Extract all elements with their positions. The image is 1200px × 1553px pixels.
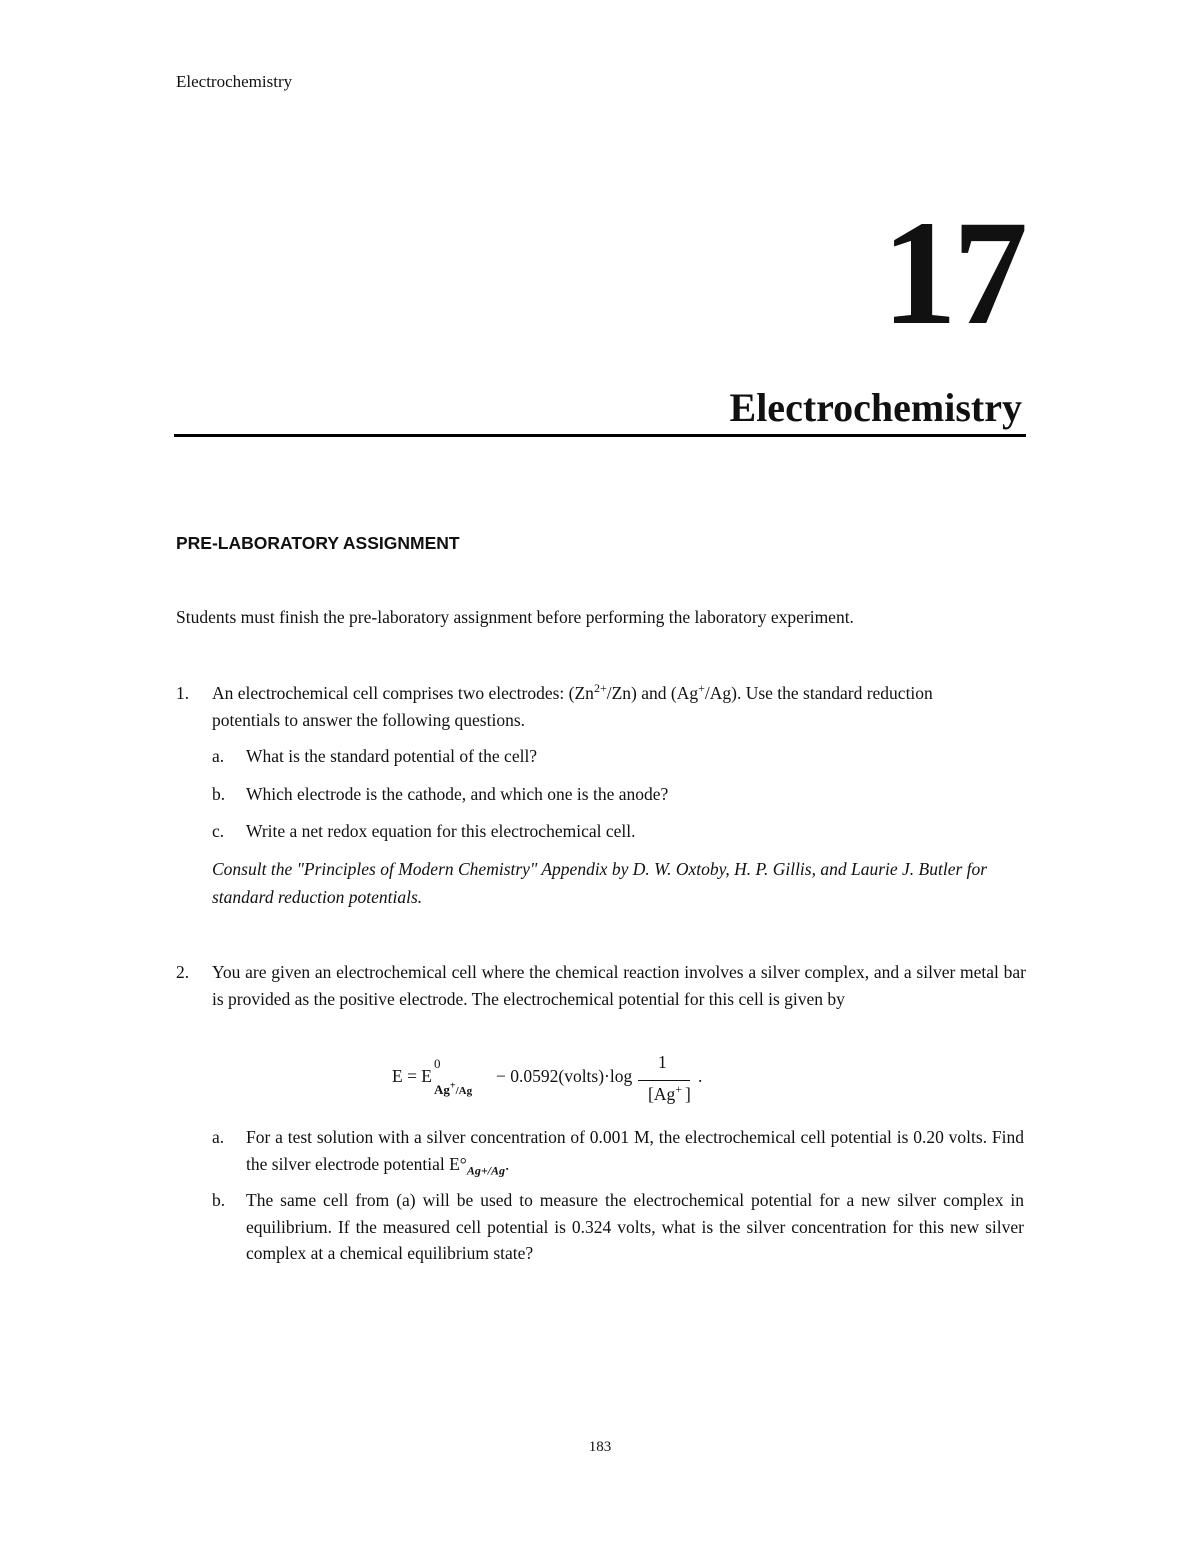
section-heading: PRE-LABORATORY ASSIGNMENT	[176, 533, 460, 553]
question-2	[176, 959, 1026, 1012]
fraction-bar	[638, 1080, 690, 1081]
text-segment: /Zn) and (Ag	[606, 683, 699, 703]
question-text	[212, 680, 1026, 733]
superscript: +	[698, 681, 705, 696]
intro-text: Students must finish the pre-laboratory assignment before performing the laboratory experiment.	[176, 607, 854, 627]
nernst-equation	[392, 1052, 732, 1112]
q2-item-b	[212, 1187, 1024, 1267]
eq-denominator	[648, 1084, 691, 1105]
running-header: Electrochemistry	[176, 72, 293, 91]
eq-middle: − 0.0592(volts)·log	[496, 1066, 633, 1086]
question-1	[176, 680, 1026, 733]
q1-item-c	[212, 818, 1024, 845]
eq-lhs: E = E	[392, 1066, 432, 1086]
text-segment: An electrochemical cell comprises two electrodes: (Zn	[212, 683, 594, 703]
eq-numerator: 1	[658, 1052, 667, 1072]
eq-denom-plus: +	[675, 1082, 682, 1097]
item-text: Which electrode is the cathode, and which one is the anode?	[246, 784, 669, 804]
chapter-number: 17	[882, 190, 1024, 356]
question-text: You are given an electrochemical cell where the chemical reaction involves a silver complex, and a silver metal bar is provided as the positive electrode. The electrochemical potential for this cell is given by	[212, 962, 1026, 1009]
subscript: Ag+/Ag	[466, 1163, 505, 1177]
question-number: 2.	[176, 962, 190, 982]
item-label: b.	[212, 784, 226, 804]
superscript: 2+	[593, 681, 607, 696]
item-label: b.	[212, 1190, 226, 1210]
eq-sub-ag: Ag	[434, 1082, 450, 1097]
eq-sub-tail: /Ag	[455, 1085, 473, 1097]
q2-item-a	[212, 1124, 1024, 1177]
eq-subscript	[434, 1082, 472, 1098]
item-text: Write a net redox equation for this electrochemical cell.	[246, 821, 636, 841]
title-rule	[174, 434, 1026, 437]
text-segment: For a test solution with a silver concentration of 0.001 M, the electrochemical cell potential is 0.20 volts. Find the silver electrode potential E°	[246, 1127, 1024, 1174]
item-label: a.	[212, 746, 225, 766]
question-number: 1.	[176, 683, 190, 703]
eq-period: .	[698, 1066, 703, 1086]
text-segment: potentials to answer the following questions.	[212, 709, 526, 730]
item-text: What is the standard potential of the cell?	[246, 746, 538, 766]
eq-denom-close: ]	[685, 1084, 691, 1104]
text-segment: .	[505, 1153, 510, 1174]
q1-item-b	[212, 781, 1024, 808]
eq-sub-plus: +	[449, 1080, 456, 1092]
text-segment: /Ag). Use the standard reduction	[704, 683, 933, 703]
chapter-title: Electrochemistry	[729, 385, 1022, 430]
q1-item-a	[212, 743, 1024, 770]
page-number: 183	[588, 1439, 612, 1455]
eq-denom-ag: [Ag	[648, 1084, 676, 1104]
item-text	[246, 1124, 1024, 1177]
item-label: c.	[212, 821, 225, 841]
item-text: The same cell from (a) will be used to measure the electrochemical potential for a new silver complex in equilibrium. If the measured cell potential is 0.324 volts, what is the silver concentration for this new silver complex at a chemical equilibrium state?	[246, 1190, 1024, 1263]
eq-sup-zero: 0	[434, 1056, 441, 1071]
reference-note: Consult the "Principles of Modern Chemistry" Appendix by D. W. Oxtoby, H. P. Gillis, and Laurie J. Butler for standard reduction potentials.	[212, 859, 988, 907]
item-label: a.	[212, 1127, 225, 1147]
